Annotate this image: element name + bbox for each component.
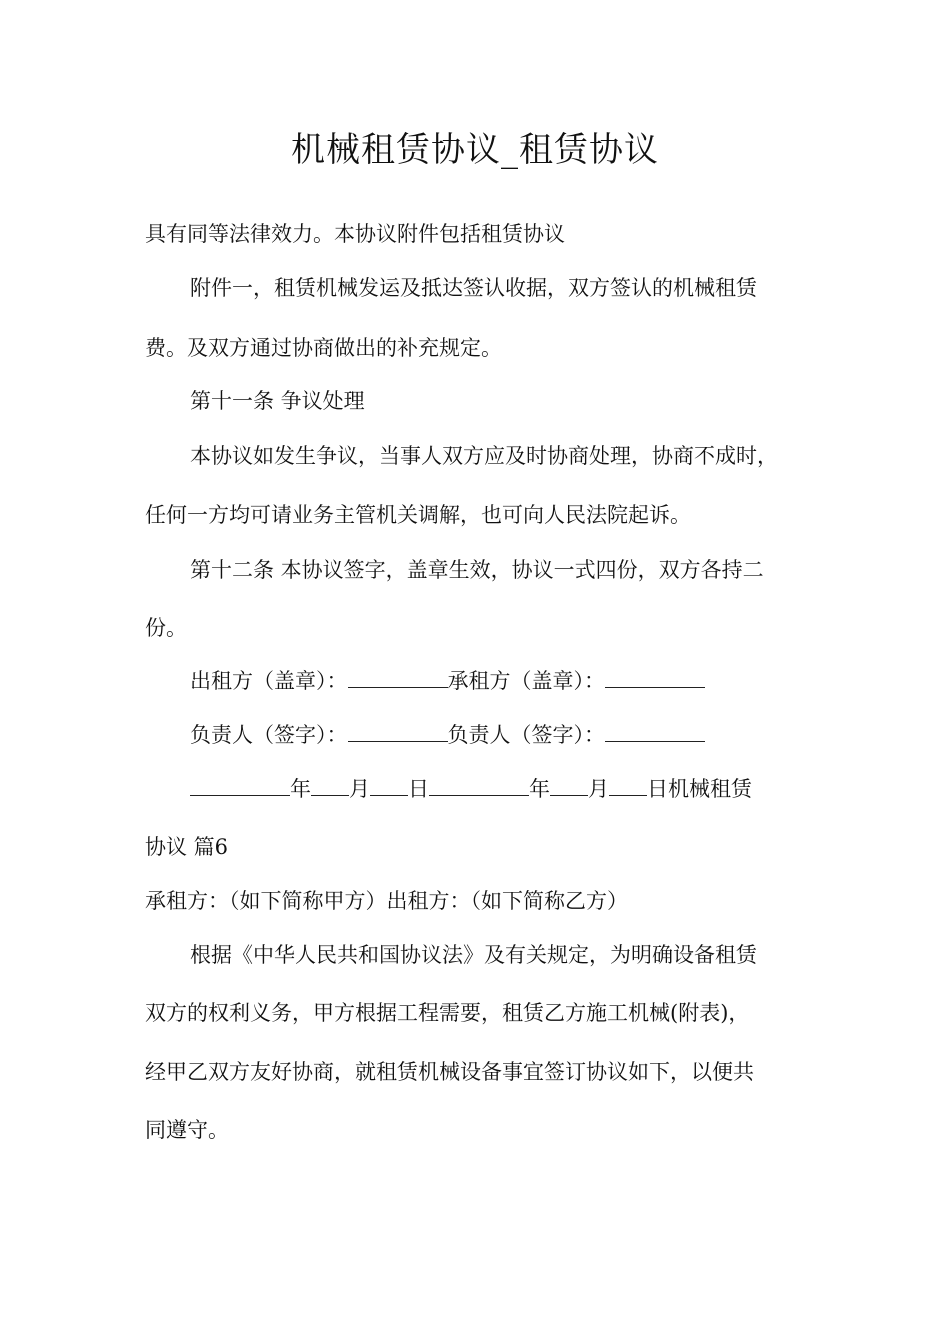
paragraph-line: 费。及双方通过协商做出的补充规定。	[145, 336, 502, 360]
paragraph-line: 具有同等法律效力。本协议附件包括租赁协议	[145, 222, 565, 246]
lessee-seal-label: 承租方（盖章）：	[447, 669, 605, 693]
year-blank-2	[429, 777, 529, 796]
seal-line	[190, 665, 705, 697]
paragraph-line: 第十二条 本协议签字，盖章生效，协议一式四份，双方各持二	[190, 558, 764, 582]
month-label: 月	[349, 777, 370, 801]
year-label: 年	[290, 777, 311, 801]
day-blank-2	[609, 777, 647, 796]
date-line	[190, 773, 752, 805]
lessee-seal-blank	[605, 669, 705, 688]
year-label-2: 年	[529, 777, 550, 801]
month-label-2: 月	[588, 777, 609, 801]
paragraph-line: 附件一，租赁机械发运及抵达签认收据，双方签认的机械租赁	[190, 276, 757, 300]
paragraph-line: 同遵守。	[145, 1118, 229, 1142]
paragraph-line: 双方的权利义务，甲方根据工程需要，租赁乙方施工机械(附表)，	[145, 1001, 750, 1025]
paragraph-line: 任何一方均可请业务主管机关调解，也可向人民法院起诉。	[145, 503, 691, 527]
paragraph-line: 本协议如发生争议，当事人双方应及时协商处理，协商不成时，	[190, 444, 778, 468]
paragraph-line: 份。	[145, 616, 187, 640]
day-label: 日	[408, 777, 429, 801]
signature-line	[190, 719, 705, 751]
year-blank	[190, 777, 290, 796]
paragraph-line: 协议 篇6	[145, 835, 229, 859]
month-blank-2	[550, 777, 588, 796]
lessee-sign-blank	[605, 723, 705, 742]
day-tail-label: 日机械租赁	[647, 777, 752, 801]
paragraph-line: 承租方：（如下简称甲方）出租方：（如下简称乙方）	[145, 889, 628, 913]
month-blank	[311, 777, 349, 796]
paragraph-line: 经甲乙双方友好协商，就租赁机械设备事宜签订协议如下，以便共	[145, 1060, 754, 1084]
document-title: 机械租赁协议_租赁协议	[291, 130, 659, 170]
paragraph-line: 根据《中华人民共和国协议法》及有关规定，为明确设备租赁	[190, 943, 757, 967]
lessor-seal-label: 出租方（盖章）：	[190, 669, 348, 693]
lessor-sign-blank	[348, 723, 448, 742]
day-blank	[370, 777, 408, 796]
lessor-sign-label: 负责人（签字）：	[190, 723, 348, 747]
lessee-sign-label: 负责人（签字）：	[447, 723, 605, 747]
section-heading: 第十一条 争议处理	[190, 389, 365, 413]
lessor-seal-blank	[348, 669, 448, 688]
